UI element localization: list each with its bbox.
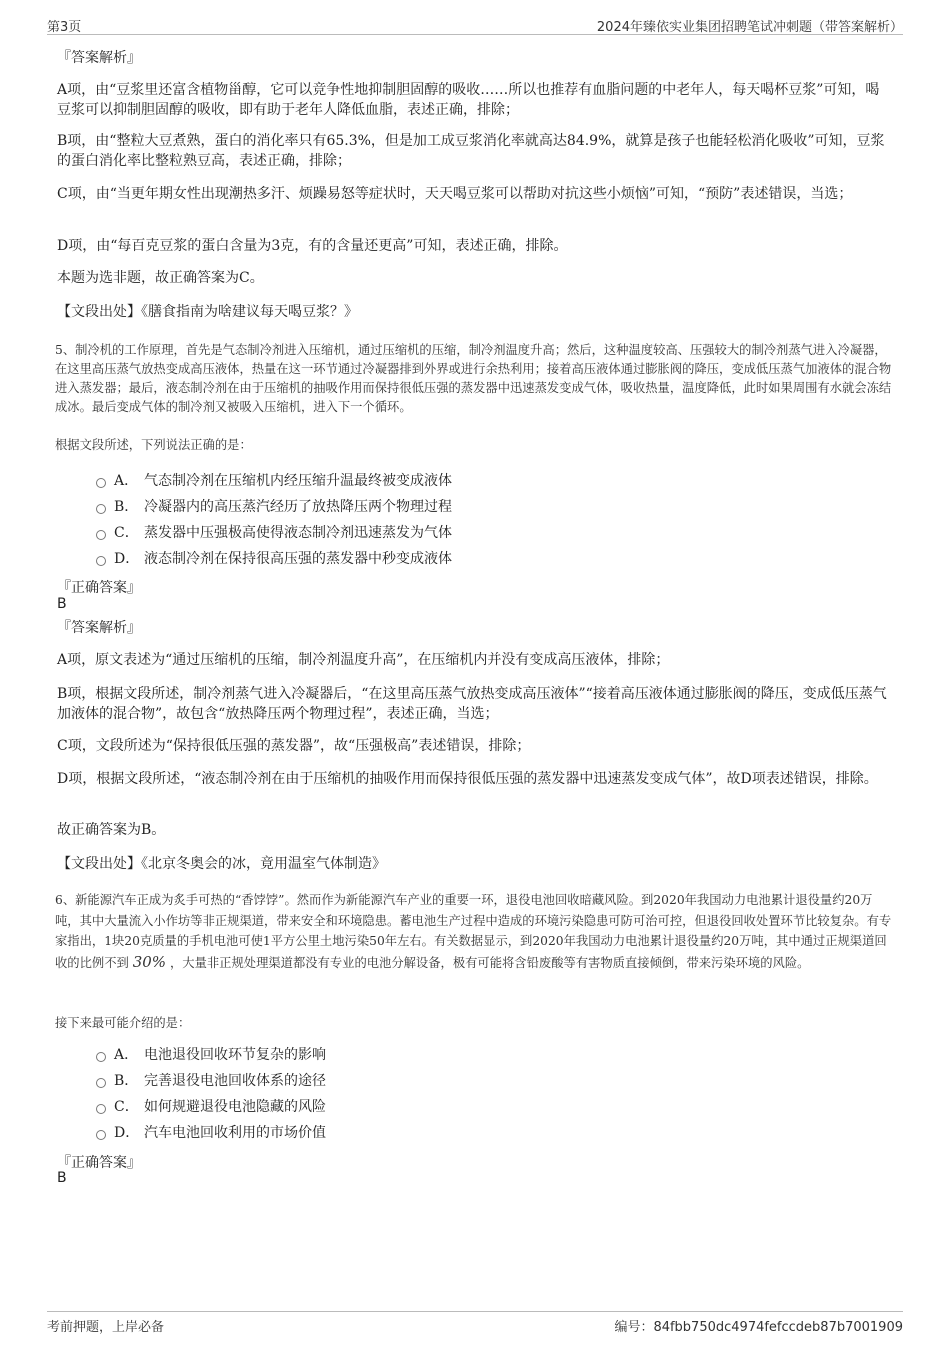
- q5-explain-c: C项，文段所述为“保持很低压强的蒸发器”，故“压强极高”表述错误，排除；: [57, 738, 531, 754]
- q6-option-d[interactable]: [96, 1121, 326, 1143]
- option-text: 完善退役电池回收体系的途径: [144, 1073, 326, 1089]
- document-title: 2024年臻依实业集团招聘笔试冲刺题（带答案解析）: [596, 20, 903, 35]
- option-key: C．: [114, 1099, 139, 1115]
- radio-icon[interactable]: [96, 556, 106, 566]
- option-text: 电池退役回收环节复杂的影响: [144, 1047, 326, 1063]
- q6-answer: B: [57, 1170, 67, 1186]
- q5-option-d[interactable]: [96, 547, 452, 569]
- radio-icon[interactable]: [96, 478, 106, 488]
- q5-conclusion: 故正确答案为B。: [57, 822, 166, 838]
- radio-icon[interactable]: [96, 1052, 106, 1062]
- document-code: 编号：84fbb750dc4974fefccdeb87b7001909: [614, 1320, 903, 1335]
- option-key: A．: [114, 473, 139, 489]
- q6-option-c[interactable]: [96, 1095, 326, 1117]
- option-key: B．: [114, 1073, 139, 1089]
- q4-explain-c: C项，由“当更年期女性出现潮热多汗、烦躁易怒等症状时，天天喝豆浆可以帮助对抗这些小烦恼”可知，“预防”表述错误，当选；: [57, 186, 853, 202]
- q4-explain-b: B项，由“整粒大豆煮熟，蛋白的消化率只有65.3%，但是加工成豆浆消化率就高达84.9%，就算是孩子也能轻松消化吸收”可知，豆浆的蛋白消化率比整粒熟豆高，表述正确，排除；: [57, 133, 885, 169]
- q5-prompt: 根据文段所述，下列说法正确的是：: [55, 438, 252, 452]
- option-key: D．: [114, 1125, 140, 1141]
- q5-explain-a: A项，原文表述为“通过压缩机的压缩，制冷剂温度升高”，在压缩机内并没有变成高压液体，排除；: [57, 652, 670, 668]
- q5-answer-label: 『正确答案』: [57, 580, 141, 596]
- q6-stem: [55, 890, 897, 973]
- q5-answer: B: [57, 596, 67, 612]
- q5-explain-d: D项，根据文段所述，“液态制冷剂在由于压缩机的抽吸作用而保持很低压强的蒸发器中迅速蒸发变成气体”，故D项表述错误，排除。: [57, 771, 878, 787]
- q6-option-b[interactable]: [96, 1069, 326, 1091]
- q6-option-a[interactable]: [96, 1043, 326, 1065]
- radio-icon[interactable]: [96, 1078, 106, 1088]
- q5-option-a[interactable]: [96, 469, 452, 491]
- q5-option-c[interactable]: [96, 521, 452, 543]
- radio-icon[interactable]: [96, 1130, 106, 1140]
- q5-stem: 5、制冷机的工作原理，首先是气态制冷剂进入压缩机，通过压缩机的压缩，制冷剂温度升高；然后，这种温度较高、压强较大的制冷剂蒸气进入冷凝器，在这里高压蒸气放热变成高压液体，热量在这一环节通过冷凝器排到外界或进行余热利用；接着高压液体通过膨胀阀的降压，变成低压蒸气加液体的混合物进入蒸发器；最后，液态制冷剂在由于压缩机的抽吸作用而保持很低压强的蒸发器中迅速蒸发变成气体，吸收热量，温度降低，此时如果周围有水就会冻结成冰。最后变成气体的制冷剂又被吸入压缩机，进入下一个循环。: [55, 343, 892, 414]
- q6-stem-part1: 6、新能源汽车正成为炙手可热的“香饽饽”。然而作为新能源汽车产业的重要一环，退役电池回收暗藏风险。到2020年我国动力电池累计退役量约20万吨，其中大量流入小作坊等非正规渠道，带来安全和环境隐患。蓄电池生产过程中造成的环境污染隐患可防可治可控，但退役回收处置环节比较复杂。有专家指出，1块20克质量的手机电池可使1平方公里土地污染50年左右。有关数据显示，到2020年我国动力电池累计退役量约20万吨，其中通过正规渠道回收的比例不到: [55, 893, 892, 970]
- q4-explain-label: 『答案解析』: [57, 50, 141, 66]
- option-text: 冷凝器内的高压蒸汽经历了放热降压两个物理过程: [144, 499, 452, 515]
- option-text: 如何规避退役电池隐藏的风险: [144, 1099, 326, 1115]
- q5-source: 【文段出处】《北京冬奥会的冰，竟用温室气体制造》: [57, 856, 386, 872]
- radio-icon[interactable]: [96, 530, 106, 540]
- q6-math-percent: 30%: [132, 952, 167, 971]
- option-key: A．: [114, 1047, 139, 1063]
- radio-icon[interactable]: [96, 1104, 106, 1114]
- q6-stem-part2: ，大量非正规处理渠道都没有专业的电池分解设备，极有可能将含铅废酸等有害物质直接倾倒，带来污染环境的风险。: [169, 955, 810, 970]
- q6-prompt: 接下来最可能介绍的是：: [55, 1016, 191, 1030]
- q4-explain-a: A项，由“豆浆里还富含植物甾醇，它可以竞争性地抑制胆固醇的吸收……所以也推荐有血脂问题的中老年人，每天喝杯豆浆”可知，喝豆浆可以抑制胆固醇的吸收，即有助于老年人降低血脂，表述正确，排除；: [57, 82, 880, 118]
- radio-icon[interactable]: [96, 504, 106, 514]
- q4-source: 【文段出处】《膳食指南为啥建议每天喝豆浆？》: [57, 304, 358, 320]
- q4-explain-d: D项，由“每百克豆浆的蛋白含量为3克，有的含量还更高”可知，表述正确，排除。: [57, 238, 568, 254]
- q6-answer-label: 『正确答案』: [57, 1155, 141, 1171]
- option-key: B．: [114, 499, 139, 515]
- q5-explain-b: B项，根据文段所述，制冷剂蒸气进入冷凝器后，“在这里高压蒸气放热变成高压液体”“接着高压液体通过膨胀阀的降压，变成低压蒸气加液体的混合物”，故包含“放热降压两个物理过程”，表述正确，当选；: [57, 686, 887, 722]
- option-text: 汽车电池回收利用的市场价值: [144, 1125, 326, 1141]
- q5-explain-label: 『答案解析』: [57, 620, 141, 636]
- q5-option-b[interactable]: [96, 495, 452, 517]
- option-text: 蒸发器中压强极高使得液态制冷剂迅速蒸发为气体: [144, 525, 452, 541]
- option-key: C．: [114, 525, 139, 541]
- option-text: 气态制冷剂在压缩机内经压缩升温最终被变成液体: [144, 473, 452, 489]
- footer-slogan: 考前押题，上岸必备: [47, 1320, 165, 1335]
- option-key: D．: [114, 551, 140, 567]
- page-footer: [47, 1311, 903, 1336]
- option-text: 液态制冷剂在保持很高压强的蒸发器中秒变成液体: [144, 551, 452, 567]
- page-header: [47, 14, 903, 35]
- page-number: 第3页: [47, 20, 82, 35]
- q4-conclusion: 本题为选非题，故正确答案为C。: [57, 270, 264, 286]
